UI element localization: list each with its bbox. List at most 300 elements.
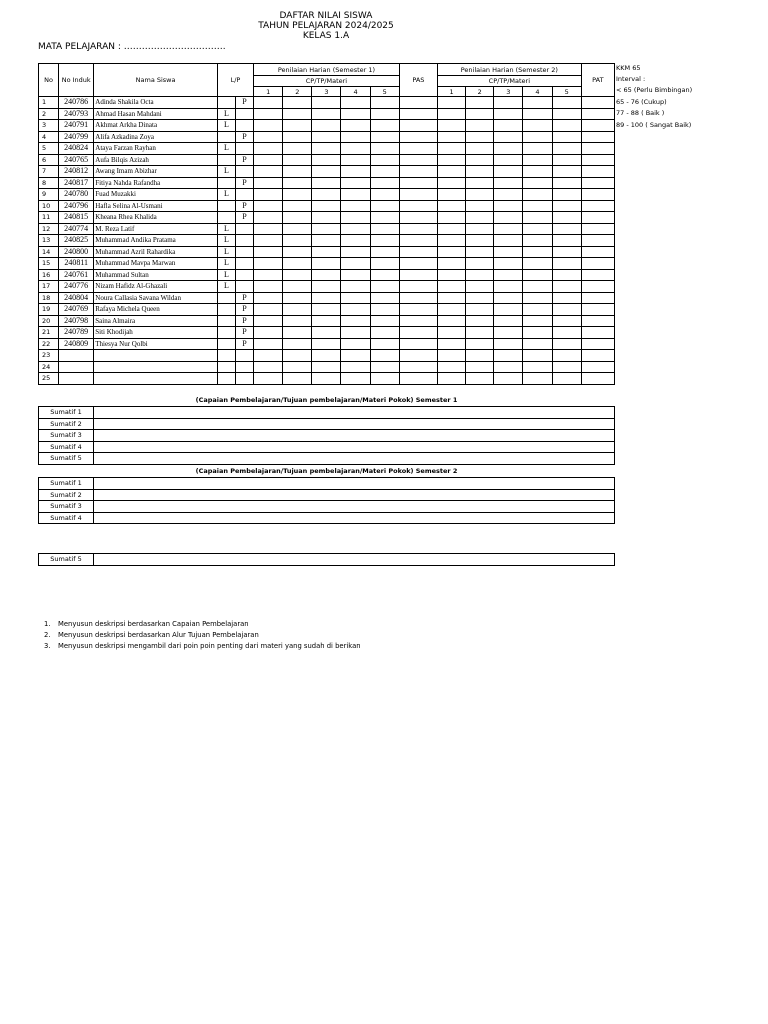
score-cell [254, 246, 283, 258]
score-cell [437, 223, 465, 235]
sumatif-description [94, 489, 615, 501]
score-cell [466, 235, 494, 247]
table-row [39, 154, 615, 166]
row-number: 6 [39, 154, 59, 166]
score-cell [581, 281, 614, 293]
score-cell [523, 143, 552, 155]
sumatif-row [39, 453, 615, 465]
score-cell [312, 120, 341, 132]
header-sem2-col: 4 [523, 87, 552, 97]
student-id [59, 361, 94, 373]
sumatif-description [94, 430, 615, 442]
student-name: M. Reza Latif [94, 223, 218, 235]
score-cell [523, 166, 552, 178]
score-cell [581, 338, 614, 350]
score-cell [254, 131, 283, 143]
table-row [39, 131, 615, 143]
gender-p [235, 246, 253, 258]
capaian-sem2-title: (Capaian Pembelajaran/Tujuan pembelajaran/Materi Pokok) Semester 2 [195, 467, 458, 475]
score-cell [552, 269, 581, 281]
score-cell [466, 292, 494, 304]
table-row [39, 315, 615, 327]
score-cell [341, 97, 370, 109]
student-name [94, 373, 218, 385]
score-cell [370, 304, 399, 316]
kkm-label: KKM 65 [616, 64, 641, 72]
gender-p: P [235, 338, 253, 350]
table-row [39, 361, 615, 373]
score-cell [254, 373, 283, 385]
gender-l [217, 373, 235, 385]
score-cell [523, 338, 552, 350]
score-cell [370, 177, 399, 189]
score-cell [370, 258, 399, 270]
score-cell [283, 361, 312, 373]
student-name: Rafaya Michela Queen [94, 304, 218, 316]
score-cell [437, 361, 465, 373]
student-id: 240812 [59, 166, 94, 178]
student-name: Hafla Selina Al-Usmani [94, 200, 218, 212]
score-cell [466, 327, 494, 339]
sumatif-description [94, 418, 615, 430]
score-cell [370, 315, 399, 327]
score-cell [370, 143, 399, 155]
sumatif-row [39, 418, 615, 430]
gender-p: P [235, 327, 253, 339]
gender-p [235, 258, 253, 270]
gender-l [217, 327, 235, 339]
gender-l: L [217, 143, 235, 155]
score-cell [581, 304, 614, 316]
score-cell [312, 315, 341, 327]
score-cell [312, 350, 341, 362]
score-cell [466, 269, 494, 281]
score-cell [283, 120, 312, 132]
score-cell [254, 166, 283, 178]
gender-p: P [235, 97, 253, 109]
gender-l: L [217, 281, 235, 293]
score-cell [494, 315, 523, 327]
header-no-induk: No Induk [59, 64, 94, 97]
sumatif-label: Sumatif 1 [39, 407, 94, 419]
score-cell [283, 292, 312, 304]
row-number: 13 [39, 235, 59, 247]
header-cp-sem1: CP/TP/Materi [254, 76, 400, 87]
score-cell [312, 327, 341, 339]
sumatif-description [94, 501, 615, 513]
score-cell [552, 246, 581, 258]
sumatif-label: Sumatif 5 [39, 554, 94, 566]
score-cell [437, 212, 465, 224]
header-cp-sem2: CP/TP/Materi [437, 76, 581, 87]
score-cell [283, 327, 312, 339]
gender-l [217, 338, 235, 350]
student-id: 240811 [59, 258, 94, 270]
score-cell [523, 292, 552, 304]
sumatif-label: Sumatif 3 [39, 501, 94, 513]
score-cell [581, 373, 614, 385]
score-cell [341, 154, 370, 166]
score-cell [494, 246, 523, 258]
sumatif-row [39, 554, 615, 566]
score-cell [341, 246, 370, 258]
student-id: 240761 [59, 269, 94, 281]
score-cell [283, 258, 312, 270]
student-name: Alifa Azkadina Zoya [94, 131, 218, 143]
score-cell [494, 177, 523, 189]
gender-l [217, 315, 235, 327]
score-cell [254, 223, 283, 235]
score-cell [312, 338, 341, 350]
score-cell [494, 97, 523, 109]
score-cell [283, 223, 312, 235]
score-cell [399, 327, 437, 339]
score-cell [254, 258, 283, 270]
table-row [39, 281, 615, 293]
score-cell [523, 200, 552, 212]
score-cell [437, 97, 465, 109]
score-cell [437, 327, 465, 339]
score-cell [399, 338, 437, 350]
score-cell [399, 350, 437, 362]
sumatif-label: Sumatif 4 [39, 441, 94, 453]
student-name: Adinda Shakila Octa [94, 97, 218, 109]
student-id: 240796 [59, 200, 94, 212]
kkm-range-perlu-bimbingan: < 65 (Perlu Bimbingan) [616, 86, 693, 94]
score-cell [312, 292, 341, 304]
score-cell [523, 97, 552, 109]
sumatif-description [94, 441, 615, 453]
score-cell [341, 269, 370, 281]
score-cell [254, 143, 283, 155]
score-cell [341, 120, 370, 132]
table-row [39, 373, 615, 385]
header-no: No [39, 64, 59, 97]
score-cell [437, 166, 465, 178]
score-cell [581, 246, 614, 258]
score-cell [437, 200, 465, 212]
score-cell [466, 246, 494, 258]
score-cell [312, 189, 341, 201]
sumatif-label: Sumatif 4 [39, 512, 94, 524]
student-id: 240793 [59, 108, 94, 120]
student-name [94, 361, 218, 373]
score-cell [437, 189, 465, 201]
score-cell [399, 131, 437, 143]
score-cell [283, 281, 312, 293]
sumatif-label: Sumatif 3 [39, 430, 94, 442]
sheet-title: DAFTAR NILAI SISWA [279, 11, 373, 21]
score-cell [312, 304, 341, 316]
sumatif-label: Sumatif 5 [39, 453, 94, 465]
sumatif-row [39, 512, 615, 524]
score-cell [437, 315, 465, 327]
score-cell [494, 120, 523, 132]
score-cell [254, 177, 283, 189]
student-id: 240798 [59, 315, 94, 327]
student-name: Ahmad Hasan Mahdani [94, 108, 218, 120]
score-cell [523, 120, 552, 132]
score-cell [399, 373, 437, 385]
row-number: 12 [39, 223, 59, 235]
score-cell [466, 189, 494, 201]
score-cell [523, 154, 552, 166]
score-cell [370, 120, 399, 132]
score-cell [399, 97, 437, 109]
score-cell [254, 281, 283, 293]
score-cell [466, 350, 494, 362]
sumatif-row [39, 489, 615, 501]
score-cell [399, 120, 437, 132]
score-cell [254, 154, 283, 166]
sumatif-description [94, 478, 615, 490]
score-cell [581, 108, 614, 120]
gender-p: P [235, 315, 253, 327]
score-cell [399, 258, 437, 270]
score-cell [399, 108, 437, 120]
score-cell [523, 235, 552, 247]
row-number: 16 [39, 269, 59, 281]
score-cell [399, 304, 437, 316]
score-cell [523, 304, 552, 316]
score-cell [552, 373, 581, 385]
row-number: 8 [39, 177, 59, 189]
score-cell [437, 177, 465, 189]
score-cell [466, 258, 494, 270]
score-cell [437, 131, 465, 143]
table-row [39, 200, 615, 212]
student-id: 240800 [59, 246, 94, 258]
score-cell [312, 212, 341, 224]
score-cell [283, 235, 312, 247]
score-cell [283, 246, 312, 258]
table-row [39, 166, 615, 178]
student-id: 240791 [59, 120, 94, 132]
score-cell [312, 143, 341, 155]
header-sem2-col: 5 [552, 87, 581, 97]
score-cell [494, 235, 523, 247]
score-cell [494, 373, 523, 385]
table-row [39, 120, 615, 132]
gender-l [217, 177, 235, 189]
score-cell [254, 292, 283, 304]
score-cell [341, 212, 370, 224]
table-row [39, 108, 615, 120]
score-cell [399, 281, 437, 293]
score-cell [581, 235, 614, 247]
header-sem1-col: 4 [341, 87, 370, 97]
score-cell [437, 108, 465, 120]
gender-l: L [217, 166, 235, 178]
score-cell [399, 315, 437, 327]
score-cell [466, 338, 494, 350]
score-cell [494, 292, 523, 304]
score-cell [494, 189, 523, 201]
kkm-range-cukup: 65 - 76 (Cukup) [616, 98, 667, 106]
score-cell [494, 327, 523, 339]
table-row [39, 304, 615, 316]
sheet-class: KELAS 1.A [302, 31, 350, 41]
score-cell [312, 177, 341, 189]
score-cell [523, 281, 552, 293]
score-cell [254, 189, 283, 201]
score-cell [399, 200, 437, 212]
score-cell [341, 292, 370, 304]
score-cell [552, 361, 581, 373]
score-cell [370, 235, 399, 247]
table-row [39, 246, 615, 258]
score-cell [283, 131, 312, 143]
header-lp: L/P [217, 64, 253, 97]
score-cell [370, 212, 399, 224]
score-cell [283, 177, 312, 189]
row-number: 10 [39, 200, 59, 212]
student-id: 240825 [59, 235, 94, 247]
header-sem1-col: 1 [254, 87, 283, 97]
score-cell [494, 258, 523, 270]
score-cell [312, 258, 341, 270]
student-name: Saina Almaira [94, 315, 218, 327]
score-cell [254, 200, 283, 212]
gender-p [235, 189, 253, 201]
gender-l: L [217, 235, 235, 247]
student-name: Awang Imam Abizhar [94, 166, 218, 178]
score-cell [341, 200, 370, 212]
score-cell [341, 166, 370, 178]
score-cell [466, 304, 494, 316]
student-id [59, 350, 94, 362]
score-cell [523, 373, 552, 385]
row-number: 1 [39, 97, 59, 109]
score-cell [523, 327, 552, 339]
row-number: 15 [39, 258, 59, 270]
table-row [39, 177, 615, 189]
score-cell [437, 292, 465, 304]
table-row [39, 143, 615, 155]
row-number: 19 [39, 304, 59, 316]
score-cell [552, 97, 581, 109]
score-cell [341, 327, 370, 339]
score-cell [523, 189, 552, 201]
score-cell [437, 281, 465, 293]
score-cell [370, 361, 399, 373]
score-cell [581, 350, 614, 362]
score-cell [437, 143, 465, 155]
student-id: 240815 [59, 212, 94, 224]
score-cell [552, 338, 581, 350]
score-cell [552, 143, 581, 155]
score-cell [341, 177, 370, 189]
score-cell [399, 361, 437, 373]
gender-p [235, 361, 253, 373]
score-cell [552, 258, 581, 270]
score-cell [523, 350, 552, 362]
table-row [39, 327, 615, 339]
gender-p: P [235, 304, 253, 316]
row-number: 4 [39, 131, 59, 143]
row-number: 17 [39, 281, 59, 293]
gender-p: P [235, 177, 253, 189]
score-cell [494, 166, 523, 178]
gender-l [217, 154, 235, 166]
gender-l [217, 97, 235, 109]
header-sem1-col: 2 [283, 87, 312, 97]
gender-l: L [217, 269, 235, 281]
capaian-sem2-extra-table [38, 553, 615, 566]
student-name: Thiesya Nur Qolbi [94, 338, 218, 350]
gender-l [217, 131, 235, 143]
header-sem2-col: 3 [494, 87, 523, 97]
score-cell [437, 235, 465, 247]
score-cell [581, 269, 614, 281]
header-pat: PAT [581, 64, 614, 97]
table-row [39, 223, 615, 235]
score-cell [399, 235, 437, 247]
score-cell [466, 315, 494, 327]
header-sem2-col: 2 [466, 87, 494, 97]
score-cell [466, 143, 494, 155]
score-cell [283, 108, 312, 120]
student-name: Fuad Muzakki [94, 189, 218, 201]
student-name: Muhammad Azril Rahardika [94, 246, 218, 258]
score-cell [370, 189, 399, 201]
score-cell [341, 189, 370, 201]
score-cell [312, 361, 341, 373]
table-row [39, 338, 615, 350]
gender-l: L [217, 108, 235, 120]
score-cell [466, 223, 494, 235]
sumatif-row [39, 441, 615, 453]
gender-p: P [235, 212, 253, 224]
capaian-sem1-table [38, 406, 615, 465]
score-cell [466, 154, 494, 166]
score-cell [341, 338, 370, 350]
score-cell [283, 350, 312, 362]
gender-l [217, 292, 235, 304]
score-cell [466, 166, 494, 178]
gender-l [217, 200, 235, 212]
score-cell [312, 97, 341, 109]
student-id: 240824 [59, 143, 94, 155]
score-cell [437, 338, 465, 350]
score-cell [466, 281, 494, 293]
score-cell [370, 281, 399, 293]
score-cell [437, 350, 465, 362]
score-cell [552, 177, 581, 189]
score-cell [370, 97, 399, 109]
score-cell [581, 223, 614, 235]
score-cell [341, 108, 370, 120]
score-cell [312, 281, 341, 293]
score-cell [254, 315, 283, 327]
student-name: Akhmat Arkha Dinata [94, 120, 218, 132]
score-cell [254, 350, 283, 362]
score-cell [581, 200, 614, 212]
score-cell [552, 350, 581, 362]
student-name: Muhammad Andika Pratama [94, 235, 218, 247]
row-number: 9 [39, 189, 59, 201]
score-cell [552, 327, 581, 339]
row-number: 24 [39, 361, 59, 373]
row-number: 25 [39, 373, 59, 385]
score-cell [437, 373, 465, 385]
student-id: 240799 [59, 131, 94, 143]
gender-l [217, 361, 235, 373]
sheet-school-year: TAHUN PELAJARAN 2024/2025 [258, 21, 394, 31]
score-cell [552, 120, 581, 132]
sumatif-label: Sumatif 2 [39, 418, 94, 430]
score-cell [254, 120, 283, 132]
